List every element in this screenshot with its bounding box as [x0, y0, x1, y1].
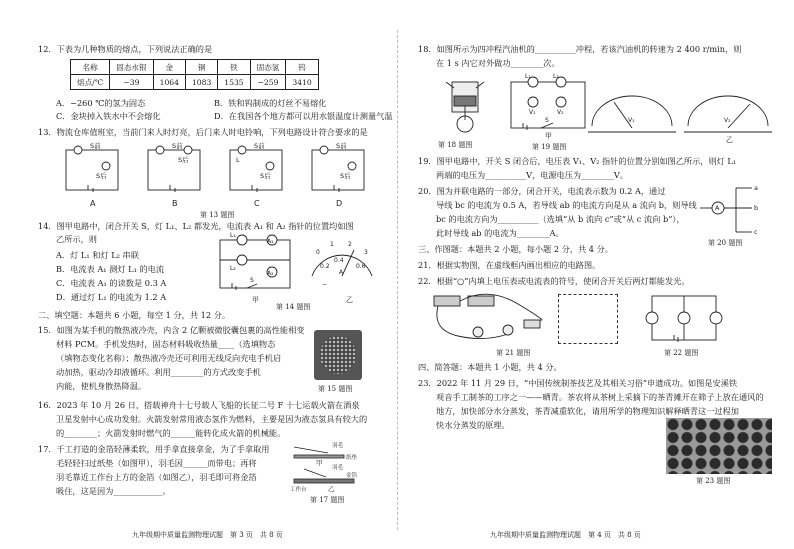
q14-option-d: D．通过灯 L₁ 的电流为 1.2 A [56, 292, 167, 302]
q22-circuit [644, 290, 724, 348]
q14-caption: 第 14 题图 [276, 303, 311, 311]
q13-option-label: A [90, 199, 96, 208]
q13-label: S前 [254, 142, 265, 150]
q19-label: S [545, 117, 549, 124]
q19-line2: 两端的电压为__________V，电源电压为________V。 [436, 170, 628, 180]
q20-label: b [754, 204, 759, 212]
q18-caption: 第 18 题图 [438, 141, 473, 149]
dial-label: V₂ [724, 117, 731, 124]
cooling-texture [320, 336, 356, 374]
table-cell: −259 [250, 75, 286, 90]
melting-point-table [70, 59, 319, 90]
tea-drying-photo [666, 418, 772, 474]
q19-label: V₁ [529, 109, 536, 116]
q21-stem: 21．根据实物图，在虚线框内画出相应的电路图。 [418, 260, 601, 270]
engine-figure [434, 76, 496, 136]
table-cell: 3410 [286, 75, 318, 90]
q16-line: 的________；火箭发射时燃气的______能转化成火箭的机械能。 [56, 428, 286, 438]
q19-line1: 19．图甲电路中，开关 S 闭合后，电压表 V₁、V₂ 指针的位置分别如图乙所示，则灯 L₁ [418, 156, 737, 166]
q19-caption: 第 19 题图 [532, 143, 567, 151]
q13-option-label: C [254, 199, 260, 208]
q15-caption: 第 15 题图 [318, 385, 353, 393]
q12-option-b: B．铁和钨制成的灯丝不易熔化 [214, 98, 327, 108]
table-row [71, 75, 319, 90]
q14-label: A₁ [267, 238, 274, 245]
q13-option-label: B [172, 199, 178, 208]
q20-figure [696, 180, 766, 240]
q13-circuits-figure [60, 142, 370, 210]
q20-label: a [754, 184, 758, 192]
q13-label: S后 [340, 172, 351, 180]
q14-label: 1 [330, 241, 334, 248]
q12-stem: 12．下表为几种物质的熔点，下列说法正确的是 [38, 44, 213, 54]
q13-label: S前 [90, 142, 101, 150]
q14-option-a: A．灯 L₁ 和灯 L₂ 串联 [56, 250, 139, 260]
q20-caption: 第 20 题图 [708, 239, 743, 247]
table-cell: 钨 [286, 60, 318, 75]
q14-label: 0.6 [356, 263, 366, 270]
q17-line: 羽毛靠近工作台上方的金箔（如图乙），羽毛即可将金箔 [56, 472, 257, 482]
q20-label: c [754, 228, 758, 236]
q14-label: 2 [348, 241, 352, 248]
table-cell: 铜 [185, 60, 217, 75]
q13-label: L [236, 156, 240, 164]
section-4-heading: 四、简答题：本题共 1 小题，共 4 分。 [418, 362, 562, 372]
q14-figure [212, 232, 382, 310]
q18-line: 18．如图所示为四冲程汽油机的__________冲程，若该汽油机的转速为 2 400 r/min，则 [418, 44, 742, 54]
q14-label: A [339, 269, 344, 276]
q23-caption: 第 23 题图 [696, 477, 731, 485]
table-cell: 固态氢 [250, 60, 286, 75]
q13-label: S后 [178, 156, 189, 164]
q14-label: 3 [364, 249, 368, 256]
q15-line: 内能，使机身散热降温。 [56, 381, 147, 391]
q20-line: 20．图为并联电路的一部分，闭合开关，电流表示数为 0.2 A，通过 [418, 186, 666, 196]
table-row [71, 60, 319, 75]
q17-sub-b: 乙 [328, 485, 335, 493]
q20-label: A [715, 204, 720, 212]
table-cell: 1535 [218, 75, 250, 90]
table-cell: 名称 [71, 60, 110, 75]
q23-line: 观音手工制茶的工序之一——晒青。茶农将从茶树上采摘下的茶青摊开在筛子上放在通风的 [436, 392, 764, 402]
q20-line: 导线 bc 的电流为 0.5 A，若导线 ab 的电流方向是从 a 流向 b，则导线 [436, 200, 697, 210]
q17-label: 羽毛 [332, 443, 344, 449]
q19-label: L₁ [525, 73, 531, 80]
q18-line: 在 1 s 内它对外做功________次。 [436, 58, 560, 68]
left-footer: 九年级期中质量监测物理试题 第 3 页 共 8 页 [132, 531, 283, 539]
page-divider [397, 30, 398, 530]
q14-option-b: B．电流表 A₁ 测灯 L₁ 的电流 [56, 264, 165, 274]
q16-line: 16．2023 年 10 月 26 日，搭载神舟十七号载人飞船的长征二号 F 十七运载火箭在酒泉 [38, 400, 360, 410]
q13-label: S后 [96, 172, 107, 180]
q17-line: 毛轻轻扫过纸垫（如图甲），羽毛因______而带电；再将 [56, 458, 257, 468]
q19-sub-b: 乙 [726, 136, 733, 144]
q20-line: 此时导线 ab 的电流为________A。 [436, 228, 564, 238]
q14-label: 0.2 [320, 263, 330, 270]
q14-label: 0.4 [334, 257, 344, 264]
q15-line: （填物态变化名称）；散热液冷壳还可利用无线反向充电手机启 [56, 353, 282, 363]
q17-label: 羽毛 [332, 465, 344, 471]
q13-stem: 13．物流仓库值班室，当前门来人时灯亮，后门来人时电铃响，下列电路设计符合要求的是 [38, 127, 368, 137]
q16-line: 卫星发射中心成功发射。火箭发射常用液态氢作为燃料，主要是因为液态氢具有较大的 [56, 414, 368, 424]
section-3-heading: 三、作图题：本题共 2 小题，每小题 2 分，共 4 分。 [418, 244, 613, 254]
q14-label: L₂ [230, 265, 236, 272]
q14-label: S [250, 277, 254, 284]
q13-label: S前 [336, 142, 347, 150]
right-footer: 九年级期中质量监测物理试题 第 4 页 共 8 页 [490, 531, 641, 539]
q22-stem: 22．根据“○”内填上电压表或电流表的符号，使闭合开关后两灯都能发光。 [418, 276, 690, 286]
q20-line: bc 的电流方向为__________（选填“从 b 流向 c”或“从 c 流向 b”）， [436, 214, 685, 224]
q14-label: 0 [316, 249, 320, 256]
voltmeter-dials-figure [580, 82, 780, 144]
q12-option-a: A．−260 ℃的氢为固态 [56, 98, 146, 108]
table-cell: 金 [153, 60, 185, 75]
q17-sub-a: 甲 [316, 459, 323, 467]
q15-line: 材料 PCM。手机发热时，固态材料吸收热量____（选填物态 [56, 339, 276, 349]
section-2-heading: 二、填空题：本题共 6 小题，每空 1 分，共 12 分。 [38, 310, 231, 320]
q14-line2: 乙所示，则 [56, 234, 97, 244]
q14-label: A₂ [267, 270, 274, 277]
q23-line: 地方，加快部分水分蒸发，茶青减重软化，请用所学的物理知识解释晒青这一过程加 [436, 406, 739, 416]
q21-caption: 第 21 题图 [496, 349, 531, 357]
q13-label: S前 [172, 142, 183, 150]
q12-option-c: C．金块掉入铁水中不会熔化 [56, 111, 161, 121]
q23-line: 快水分蒸发的原理。 [436, 420, 510, 430]
q14-label: − [322, 281, 328, 288]
q14-label: L₁ [230, 232, 236, 239]
q13-caption: 第 13 题图 [200, 211, 235, 219]
q17-figure [288, 435, 368, 495]
q17-line: 17．千工打造的金箔轻薄柔软，用手拿直接拿金，为了手拿取用 [38, 444, 270, 454]
q14-line1: 14．图甲电路中，闭合开关 S，灯 L₁、L₂ 都发光，电流表 A₁ 和 A₂ 指针的位置均如图 [38, 221, 354, 231]
dial-label: V₁ [628, 117, 635, 124]
phone-case-photo [314, 330, 362, 380]
table-cell: 熔点/℃ [71, 75, 110, 90]
q19-label: V₂ [557, 109, 564, 116]
q13-label: S后 [260, 172, 271, 180]
q17-label: 金箔 [346, 473, 358, 479]
q21-answer-box [558, 294, 618, 344]
q14-sub-a: 甲 [252, 296, 259, 304]
q14-option-c: C．电流表 A₁ 的读数是 0.3 A [56, 278, 167, 288]
q17-caption: 第 17 题图 [310, 496, 345, 504]
q13-option-label: D [336, 199, 343, 208]
table-cell: 1083 [185, 75, 217, 90]
table-cell: 固态水银 [110, 60, 153, 75]
q17-line: 吸住，这是因为____________。 [56, 486, 171, 496]
q17-label: 工作台 [290, 487, 307, 493]
q22-caption: 第 22 题图 [664, 349, 699, 357]
q23-line: 23．2022 年 11 月 29 日，“中国传统制茶技艺及其相关习俗”申遗成功。如图是安溪铁 [418, 378, 738, 388]
q12-option-d: D．在我国各个地方都可以用水银温度计测量气温 [214, 111, 393, 121]
q14-sub-b: 乙 [346, 296, 353, 304]
table-cell: 1064 [153, 75, 185, 90]
table-cell: −39 [110, 75, 153, 90]
q21-real-circuit [428, 290, 548, 348]
q19-sub-a: 甲 [545, 132, 552, 140]
q19-label: L₂ [553, 73, 559, 80]
q17-label: 纸垫 [346, 455, 358, 461]
q15-line: 动加热，驱动冷却液循环。利用________的方式改变手机 [56, 367, 261, 377]
table-cell: 铁 [218, 60, 250, 75]
q15-line: 15．如图为某手机的散热液冷壳，内含 2 亿颗被微胶囊包裹的高性能相变 [38, 325, 305, 335]
